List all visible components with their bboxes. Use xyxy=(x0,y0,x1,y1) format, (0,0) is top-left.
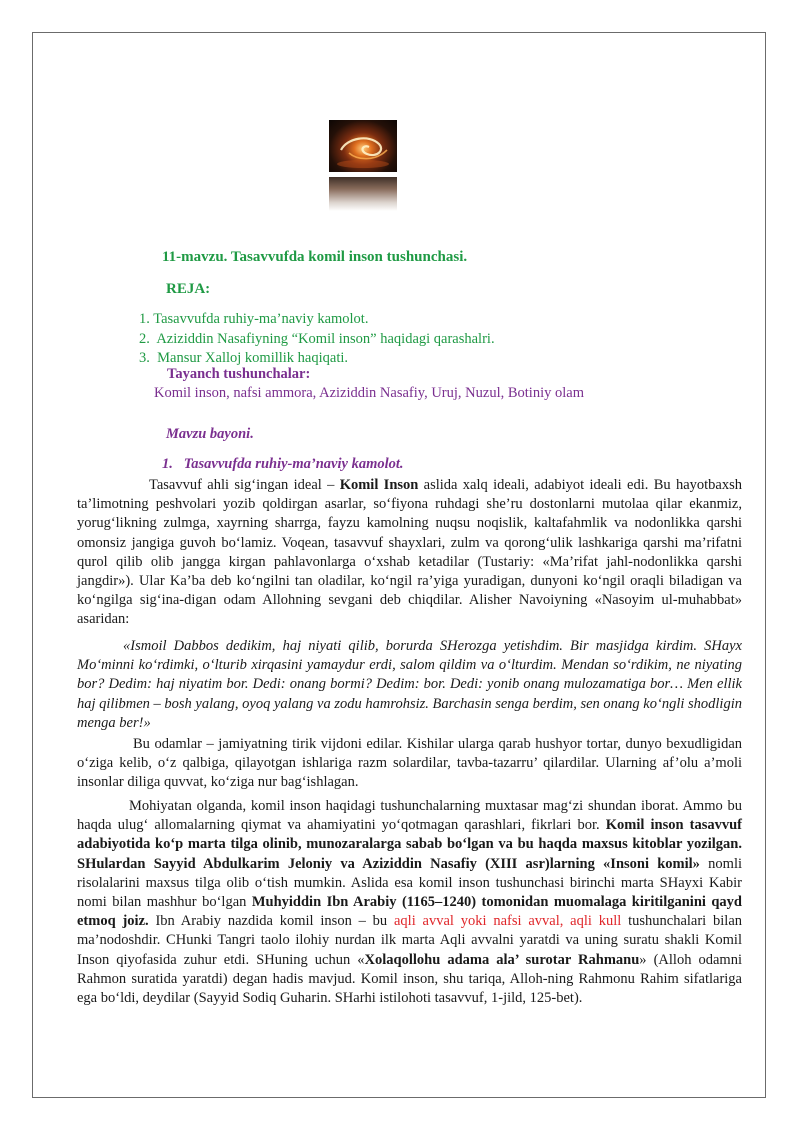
plan-item xyxy=(139,310,495,330)
plan-item-text: Aziziddin Nasafiyning “Komil inson” haqidagi qarashalri. xyxy=(156,330,495,347)
section-number: 1. xyxy=(162,456,173,472)
bold-passage: Komil inson tasavvuf adabiyotida ko‘p marta tilga olinib, munozaralarga sabab bo‘lgan va bu haqda maxsus kitoblar yozilgan. SHulardan Sayyid Abdulkarim Jeloniy va Aziziddin Nasafiy (XIII asr)larning «Insoni komil» xyxy=(77,817,742,872)
paragraph-text: tushunchalari bilan ma’nodoshdir. CHunki Tangri taolo ilohiy nurdan ilk marta Aqli avvalni yaratdi va uning suratu shakli Komil Inson qiyofasida zuhur etdi. SHuning uchun « xyxy=(77,913,743,968)
paragraph-text: aslida xalq ideali, adabiyot ideali edi. Bu hayotbaxsh ta’limotning peshvolari yozib qoldirgan asarlar, so‘fiyona ruhdagi she’ru dostonlarni mutolaa qilar ekanmiz, yorug‘likning zulmga, xayrning sharrga, fayzu kamolning nuqsu noqislik, kaltafahmlik va nodonlikka qarshi omonsiz jangiga guvoh bo‘lamiz. Voqean, tasavvuf shayxlari, zulm va qorong‘ulik lashkariga qarshi ma’rifatni qurol qilib olib jangga kirgan pahlavonlarga o‘xshab ketadilar (Tustariy: «Ma’rifat jahl-nodonlikka qarshi jangdir»). Ular Ka’ba deb ko‘ngilni tan oladilar, ko‘ngil ra’yiga yuradigan, dunyoni ko‘ngil oraqli biladigan va ko‘ngilga sig‘ina-digan odam Allohning sevgani deb chiqdilar. Alisher Navoiyning «Nasoyim ul-muhabbat» asaridan: xyxy=(77,477,742,628)
plan-item-text: Tasavvufda ruhiy-ma’naviy kamolot. xyxy=(153,311,369,327)
page-title: 11-mavzu. Tasavvufda komil inson tushunchasi. xyxy=(162,249,468,265)
key-concepts-heading: Tayanch tushunchalar: xyxy=(167,366,311,382)
plan-heading: REJA: xyxy=(166,281,211,297)
bold-hadith: Xolaqollohu adama ala’ surotar Rahmanu xyxy=(364,951,640,968)
plan-item xyxy=(139,330,495,350)
highlighted-term: aqli avval yoki nafsi avval, aqli kull xyxy=(394,913,622,930)
glowing-swirl-logo-icon xyxy=(329,120,397,172)
section-heading xyxy=(162,456,404,473)
paragraph-3: Bu odamlar – jamiyatning tirik vijdoni edilar. Kishilar ularga qarab hushyor tortar, dunyo bexudligidan o‘ziga kelib, o‘z qalbiga, qilayotgan ishlariga razm solardilar, tavba-tazarru’ qilardilar. Ularning af’olu a’moli insonlar diliga quvvat, ko‘ziga nur bag‘ishlagan. xyxy=(77,736,742,791)
bold-passage: Muhyiddin Ibn Arabiy (1165–1240) tomonidan muomalaga kiritilganini qayd etmoq joiz. xyxy=(77,894,742,930)
paragraph-text: Ibn Arabiy nazdida komil inson – bu xyxy=(148,913,394,930)
paragraph-text: » (Alloh odamni Rahmon suratida yaratdi) degan hadis mavjud. Komil inson, shu tariqa, Alloh-ning Rahmonu Rahim sifatlariga ega bo‘ldi, deydilar (Sayyid Sodiq Guharin. SHarhi istilohoti tasavvuf, 1-jild, 125-bet). xyxy=(77,951,742,1007)
plan-list xyxy=(139,310,495,369)
logo-reflection xyxy=(329,177,397,211)
paragraph-1 xyxy=(77,476,742,630)
topic-statement-heading: Mavzu bayoni. xyxy=(166,426,254,442)
quotation-paragraph: «Ismoil Dabbos dedikim, haj niyati qilib, borurda SHerozga yetishdim. Bir masjidga kirdim. SHayx Mo‘minni ko‘rdimki, o‘lturib xirqasini yamaydur erdi, salom qildim va o‘lturdim. Mendan so‘rdikim, ne niyating bor? Dedim: haj niyatim bor. Dedi: onang bormi? Dedim: bor. Dedi: yonib onang mulozamatiga bor… Men ellik haj qilibmen – bosh yalang, oyoq yalang va zodu hamrohsiz. Barchasin senga berdim, sen onang ko‘ngli shodligin menga ber!» xyxy=(77,638,742,731)
paragraph-text: Tasavvuf ahli sig‘ingan ideal – xyxy=(149,477,340,493)
plan-item-number: 3. xyxy=(139,350,150,366)
plan-item-number: 2. xyxy=(139,330,150,347)
paragraph-text: Mohiyatan olganda, komil inson haqidagi tushunchalarning muxtasar mag‘zi shundan iborat. Ammo bu haqda ulug‘ allomalarning qiymat va ahamiyatini yo‘qotmagan qarashlari, fikrlari bor. xyxy=(77,798,742,834)
bold-term: Komil Inson xyxy=(339,477,419,493)
key-concepts-list: Komil inson, nafsi ammora, Aziziddin Nasafiy, Uruj, Nuzul, Botiniy olam xyxy=(154,385,584,401)
paragraph-4 xyxy=(77,797,742,1008)
paragraph-text: nomli risolalarini maxsus tilga olib o‘tish mumkin. Aslida esa komil inson tushunchasi birinchi marta SHayxi Kabir nomi bilan mashhur bo‘lgan xyxy=(77,855,743,911)
plan-item-number: 1. xyxy=(139,311,150,327)
section-title: Tasavvufda ruhiy-ma’naviy kamolot. xyxy=(183,456,404,472)
plan-item-text: Mansur Xalloj komillik haqiqati. xyxy=(157,350,349,366)
